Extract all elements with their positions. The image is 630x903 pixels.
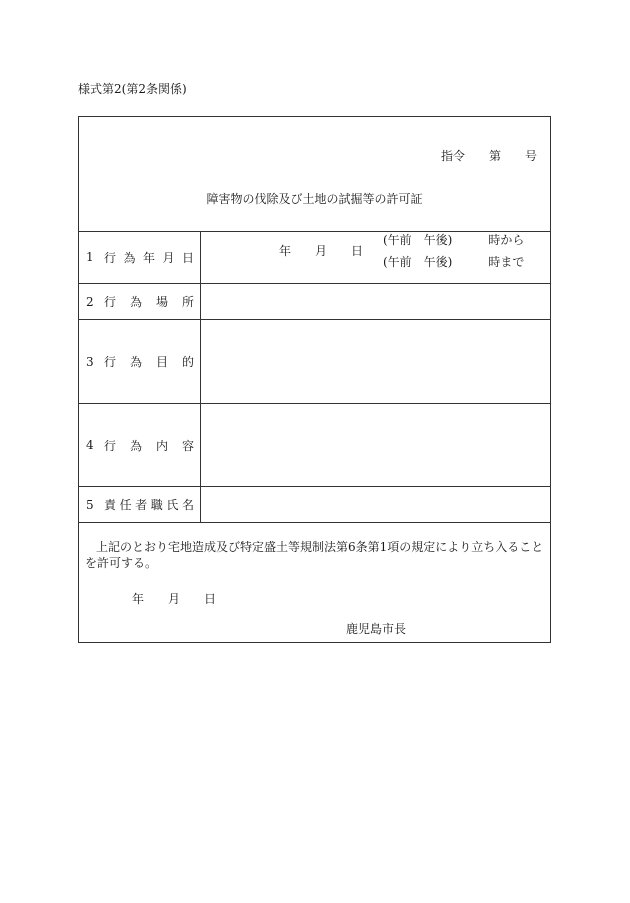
label-char: 年 [142,250,155,265]
label-char: 為 [129,355,142,369]
label-char: 職 [150,498,163,512]
label-char: 責 [104,498,117,512]
row-label [79,404,201,486]
row-action-date [79,231,550,284]
issue-date: 年 月 日 [132,592,217,606]
row-number: 3 [86,354,94,369]
label-char: 行 [104,355,117,369]
label-char: 所 [181,295,194,309]
row-action-place [79,284,550,320]
date-field: 年 月 日 [279,244,364,258]
row-action-content [79,404,550,487]
permit-form [78,116,551,643]
row-label-text [104,496,194,513]
time-from: (午前 午後) 時から [383,233,525,247]
label-char: 容 [181,438,194,453]
form-header [79,117,550,232]
row-label [79,284,201,319]
mayor-signature: 鹿児島市長 [346,622,407,636]
label-char: 的 [181,355,194,369]
row-responsible-person [79,487,550,523]
row-number: 4 [86,438,94,452]
label-char: 行 [104,295,117,309]
label-char: 為 [123,250,136,265]
row-label [79,231,201,283]
row-label-text [104,353,194,370]
label-char: 行 [104,250,117,265]
label-char: 日 [181,250,194,265]
label-char: 任 [119,498,132,512]
label-char: 名 [181,498,194,512]
row-label [79,487,201,522]
row-label-text [104,437,194,454]
permission-clause: 上記のとおり宅地造成及び特定盛土等規制法第6条第1項の規定により立ち入ることを許可する。 [85,540,544,570]
row-label-text [104,249,194,266]
label-char: 行 [104,438,117,453]
row-number: 1 [86,250,94,264]
label-char: 目 [155,355,168,369]
label-char: 場 [155,295,168,309]
label-char: 内 [155,438,168,453]
row-label-text [104,293,194,310]
form-number-label: 様式第2(第2条関係) [78,82,187,96]
label-char: 月 [162,250,175,265]
row-label [79,320,201,403]
time-to: (午前 午後) 時まで [383,255,525,269]
directive-number: 指令 第 号 [441,149,538,163]
row-number: 5 [86,497,94,512]
label-char: 為 [129,295,142,309]
permit-title: 障害物の伐除及び土地の試掘等の許可証 [206,192,423,206]
row-number: 2 [86,294,94,309]
label-char: 為 [129,438,142,453]
label-char: 氏 [166,498,179,512]
row-action-purpose [79,320,550,404]
label-char: 者 [135,498,148,512]
